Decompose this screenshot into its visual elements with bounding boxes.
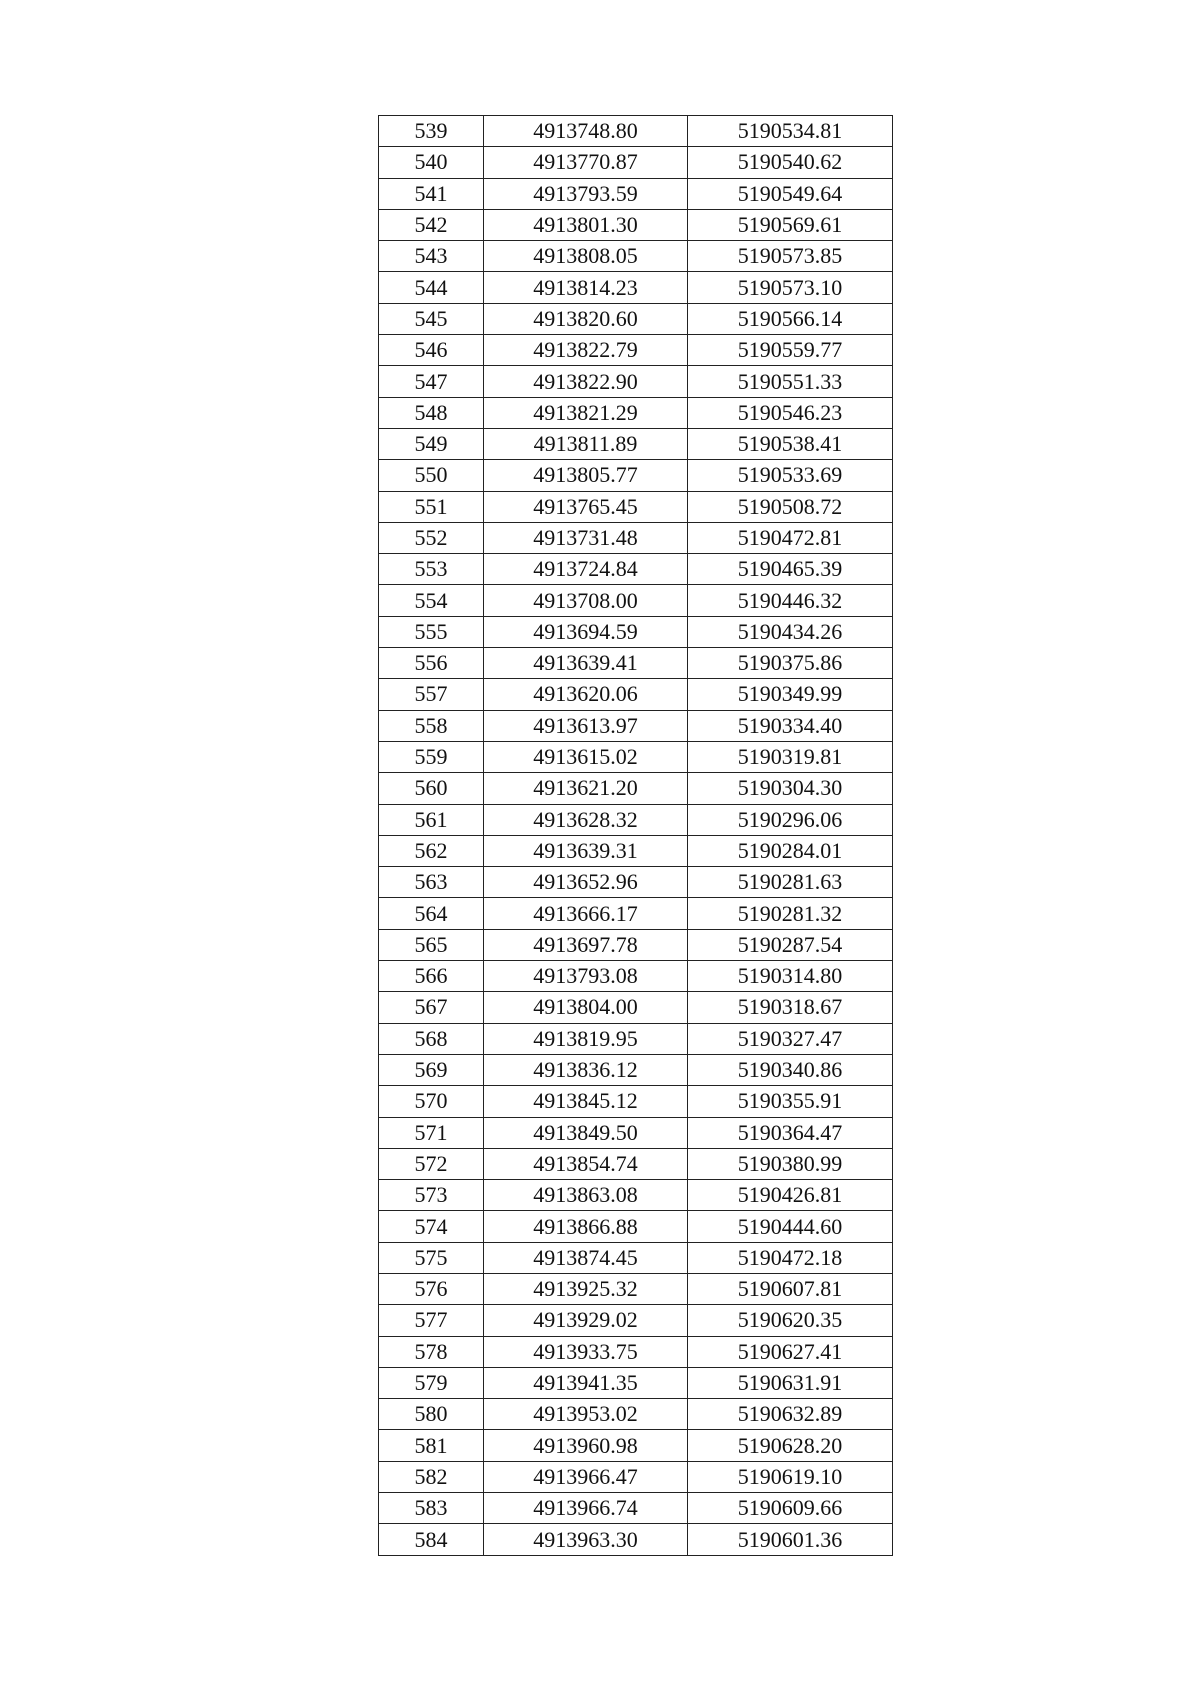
- x-coordinate-cell: 4913615.02: [484, 741, 688, 772]
- x-coordinate-cell: 4913822.79: [484, 335, 688, 366]
- x-coordinate-cell: 4913822.90: [484, 366, 688, 397]
- y-coordinate-cell: 5190546.23: [688, 397, 893, 428]
- y-coordinate-cell: 5190375.86: [688, 648, 893, 679]
- table-row: [379, 460, 893, 491]
- y-coordinate-cell: 5190566.14: [688, 303, 893, 334]
- x-coordinate-cell: 4913866.88: [484, 1211, 688, 1242]
- x-coordinate-cell: 4913814.23: [484, 272, 688, 303]
- point-number-cell: 583: [379, 1493, 484, 1524]
- table-row: [379, 428, 893, 459]
- y-coordinate-cell: 5190601.36: [688, 1524, 893, 1555]
- point-number-cell: 541: [379, 178, 484, 209]
- table-row: [379, 585, 893, 616]
- point-number-cell: 575: [379, 1242, 484, 1273]
- y-coordinate-cell: 5190533.69: [688, 460, 893, 491]
- x-coordinate-cell: 4913613.97: [484, 710, 688, 741]
- point-number-cell: 560: [379, 773, 484, 804]
- table-row: [379, 1430, 893, 1461]
- y-coordinate-cell: 5190355.91: [688, 1086, 893, 1117]
- x-coordinate-cell: 4913621.20: [484, 773, 688, 804]
- point-number-cell: 565: [379, 929, 484, 960]
- point-number-cell: 574: [379, 1211, 484, 1242]
- point-number-cell: 582: [379, 1461, 484, 1492]
- table-row: [379, 366, 893, 397]
- x-coordinate-cell: 4913666.17: [484, 898, 688, 929]
- point-number-cell: 544: [379, 272, 484, 303]
- point-number-cell: 542: [379, 209, 484, 240]
- table-row: [379, 961, 893, 992]
- x-coordinate-cell: 4913793.59: [484, 178, 688, 209]
- point-number-cell: 552: [379, 522, 484, 553]
- table-row: [379, 773, 893, 804]
- table-row: [379, 1086, 893, 1117]
- point-number-cell: 569: [379, 1054, 484, 1085]
- y-coordinate-cell: 5190296.06: [688, 804, 893, 835]
- x-coordinate-cell: 4913748.80: [484, 116, 688, 147]
- point-number-cell: 555: [379, 616, 484, 647]
- point-number-cell: 570: [379, 1086, 484, 1117]
- x-coordinate-cell: 4913963.30: [484, 1524, 688, 1555]
- x-coordinate-cell: 4913793.08: [484, 961, 688, 992]
- y-coordinate-cell: 5190426.81: [688, 1180, 893, 1211]
- point-number-cell: 584: [379, 1524, 484, 1555]
- x-coordinate-cell: 4913929.02: [484, 1305, 688, 1336]
- x-coordinate-cell: 4913966.74: [484, 1493, 688, 1524]
- x-coordinate-cell: 4913639.41: [484, 648, 688, 679]
- table-row: [379, 1399, 893, 1430]
- point-number-cell: 564: [379, 898, 484, 929]
- table-row: [379, 116, 893, 147]
- point-number-cell: 566: [379, 961, 484, 992]
- x-coordinate-cell: 4913697.78: [484, 929, 688, 960]
- x-coordinate-cell: 4913620.06: [484, 679, 688, 710]
- table-row: [379, 1273, 893, 1304]
- y-coordinate-cell: 5190631.91: [688, 1367, 893, 1398]
- y-coordinate-cell: 5190569.61: [688, 209, 893, 240]
- table-row: [379, 1524, 893, 1555]
- point-number-cell: 572: [379, 1148, 484, 1179]
- y-coordinate-cell: 5190349.99: [688, 679, 893, 710]
- point-number-cell: 545: [379, 303, 484, 334]
- table-row: [379, 272, 893, 303]
- y-coordinate-cell: 5190364.47: [688, 1117, 893, 1148]
- table-row: [379, 1336, 893, 1367]
- x-coordinate-cell: 4913652.96: [484, 867, 688, 898]
- table-row: [379, 898, 893, 929]
- y-coordinate-cell: 5190446.32: [688, 585, 893, 616]
- point-number-cell: 554: [379, 585, 484, 616]
- point-number-cell: 543: [379, 241, 484, 272]
- table-row: [379, 1493, 893, 1524]
- table-row: [379, 1305, 893, 1336]
- table-row: [379, 679, 893, 710]
- table-row: [379, 303, 893, 334]
- y-coordinate-cell: 5190508.72: [688, 491, 893, 522]
- table-row: [379, 929, 893, 960]
- point-number-cell: 568: [379, 1023, 484, 1054]
- y-coordinate-cell: 5190540.62: [688, 147, 893, 178]
- point-number-cell: 562: [379, 835, 484, 866]
- x-coordinate-cell: 4913845.12: [484, 1086, 688, 1117]
- y-coordinate-cell: 5190549.64: [688, 178, 893, 209]
- x-coordinate-cell: 4913966.47: [484, 1461, 688, 1492]
- x-coordinate-cell: 4913960.98: [484, 1430, 688, 1461]
- x-coordinate-cell: 4913765.45: [484, 491, 688, 522]
- x-coordinate-cell: 4913694.59: [484, 616, 688, 647]
- point-number-cell: 577: [379, 1305, 484, 1336]
- point-number-cell: 550: [379, 460, 484, 491]
- table-row: [379, 1054, 893, 1085]
- point-number-cell: 548: [379, 397, 484, 428]
- point-number-cell: 547: [379, 366, 484, 397]
- point-number-cell: 581: [379, 1430, 484, 1461]
- x-coordinate-cell: 4913863.08: [484, 1180, 688, 1211]
- coordinates-table-body: [379, 116, 893, 1556]
- point-number-cell: 567: [379, 992, 484, 1023]
- x-coordinate-cell: 4913808.05: [484, 241, 688, 272]
- table-row: [379, 241, 893, 272]
- coordinates-table: [378, 115, 893, 1556]
- y-coordinate-cell: 5190472.81: [688, 522, 893, 553]
- y-coordinate-cell: 5190284.01: [688, 835, 893, 866]
- y-coordinate-cell: 5190380.99: [688, 1148, 893, 1179]
- x-coordinate-cell: 4913820.60: [484, 303, 688, 334]
- y-coordinate-cell: 5190632.89: [688, 1399, 893, 1430]
- y-coordinate-cell: 5190472.18: [688, 1242, 893, 1273]
- y-coordinate-cell: 5190334.40: [688, 710, 893, 741]
- table-row: [379, 835, 893, 866]
- table-row: [379, 397, 893, 428]
- table-row: [379, 1367, 893, 1398]
- point-number-cell: 556: [379, 648, 484, 679]
- table-row: [379, 741, 893, 772]
- x-coordinate-cell: 4913731.48: [484, 522, 688, 553]
- table-row: [379, 616, 893, 647]
- y-coordinate-cell: 5190607.81: [688, 1273, 893, 1304]
- point-number-cell: 539: [379, 116, 484, 147]
- y-coordinate-cell: 5190620.35: [688, 1305, 893, 1336]
- table-row: [379, 1023, 893, 1054]
- y-coordinate-cell: 5190318.67: [688, 992, 893, 1023]
- y-coordinate-cell: 5190628.20: [688, 1430, 893, 1461]
- table-row: [379, 335, 893, 366]
- x-coordinate-cell: 4913849.50: [484, 1117, 688, 1148]
- x-coordinate-cell: 4913708.00: [484, 585, 688, 616]
- x-coordinate-cell: 4913805.77: [484, 460, 688, 491]
- x-coordinate-cell: 4913941.35: [484, 1367, 688, 1398]
- x-coordinate-cell: 4913925.32: [484, 1273, 688, 1304]
- point-number-cell: 553: [379, 554, 484, 585]
- y-coordinate-cell: 5190444.60: [688, 1211, 893, 1242]
- table-row: [379, 1117, 893, 1148]
- table-row: [379, 1461, 893, 1492]
- point-number-cell: 576: [379, 1273, 484, 1304]
- x-coordinate-cell: 4913874.45: [484, 1242, 688, 1273]
- x-coordinate-cell: 4913770.87: [484, 147, 688, 178]
- x-coordinate-cell: 4913854.74: [484, 1148, 688, 1179]
- point-number-cell: 559: [379, 741, 484, 772]
- point-number-cell: 551: [379, 491, 484, 522]
- table-row: [379, 178, 893, 209]
- y-coordinate-cell: 5190281.63: [688, 867, 893, 898]
- table-row: [379, 1242, 893, 1273]
- x-coordinate-cell: 4913804.00: [484, 992, 688, 1023]
- point-number-cell: 557: [379, 679, 484, 710]
- x-coordinate-cell: 4913811.89: [484, 428, 688, 459]
- y-coordinate-cell: 5190304.30: [688, 773, 893, 804]
- table-row: [379, 209, 893, 240]
- y-coordinate-cell: 5190627.41: [688, 1336, 893, 1367]
- x-coordinate-cell: 4913801.30: [484, 209, 688, 240]
- table-row: [379, 804, 893, 835]
- y-coordinate-cell: 5190281.32: [688, 898, 893, 929]
- x-coordinate-cell: 4913628.32: [484, 804, 688, 835]
- y-coordinate-cell: 5190573.10: [688, 272, 893, 303]
- x-coordinate-cell: 4913639.31: [484, 835, 688, 866]
- point-number-cell: 558: [379, 710, 484, 741]
- y-coordinate-cell: 5190314.80: [688, 961, 893, 992]
- point-number-cell: 578: [379, 1336, 484, 1367]
- point-number-cell: 549: [379, 428, 484, 459]
- x-coordinate-cell: 4913819.95: [484, 1023, 688, 1054]
- table-row: [379, 491, 893, 522]
- x-coordinate-cell: 4913933.75: [484, 1336, 688, 1367]
- table-row: [379, 992, 893, 1023]
- table-row: [379, 710, 893, 741]
- y-coordinate-cell: 5190609.66: [688, 1493, 893, 1524]
- point-number-cell: 579: [379, 1367, 484, 1398]
- table-row: [379, 147, 893, 178]
- x-coordinate-cell: 4913724.84: [484, 554, 688, 585]
- y-coordinate-cell: 5190465.39: [688, 554, 893, 585]
- y-coordinate-cell: 5190559.77: [688, 335, 893, 366]
- y-coordinate-cell: 5190434.26: [688, 616, 893, 647]
- table-row: [379, 554, 893, 585]
- point-number-cell: 563: [379, 867, 484, 898]
- y-coordinate-cell: 5190551.33: [688, 366, 893, 397]
- table-row: [379, 1148, 893, 1179]
- point-number-cell: 546: [379, 335, 484, 366]
- table-row: [379, 648, 893, 679]
- y-coordinate-cell: 5190538.41: [688, 428, 893, 459]
- y-coordinate-cell: 5190287.54: [688, 929, 893, 960]
- point-number-cell: 571: [379, 1117, 484, 1148]
- y-coordinate-cell: 5190319.81: [688, 741, 893, 772]
- point-number-cell: 561: [379, 804, 484, 835]
- point-number-cell: 573: [379, 1180, 484, 1211]
- y-coordinate-cell: 5190619.10: [688, 1461, 893, 1492]
- x-coordinate-cell: 4913953.02: [484, 1399, 688, 1430]
- y-coordinate-cell: 5190534.81: [688, 116, 893, 147]
- table-row: [379, 522, 893, 553]
- point-number-cell: 540: [379, 147, 484, 178]
- y-coordinate-cell: 5190327.47: [688, 1023, 893, 1054]
- table-row: [379, 1180, 893, 1211]
- table-row: [379, 867, 893, 898]
- y-coordinate-cell: 5190340.86: [688, 1054, 893, 1085]
- point-number-cell: 580: [379, 1399, 484, 1430]
- table-row: [379, 1211, 893, 1242]
- x-coordinate-cell: 4913836.12: [484, 1054, 688, 1085]
- x-coordinate-cell: 4913821.29: [484, 397, 688, 428]
- y-coordinate-cell: 5190573.85: [688, 241, 893, 272]
